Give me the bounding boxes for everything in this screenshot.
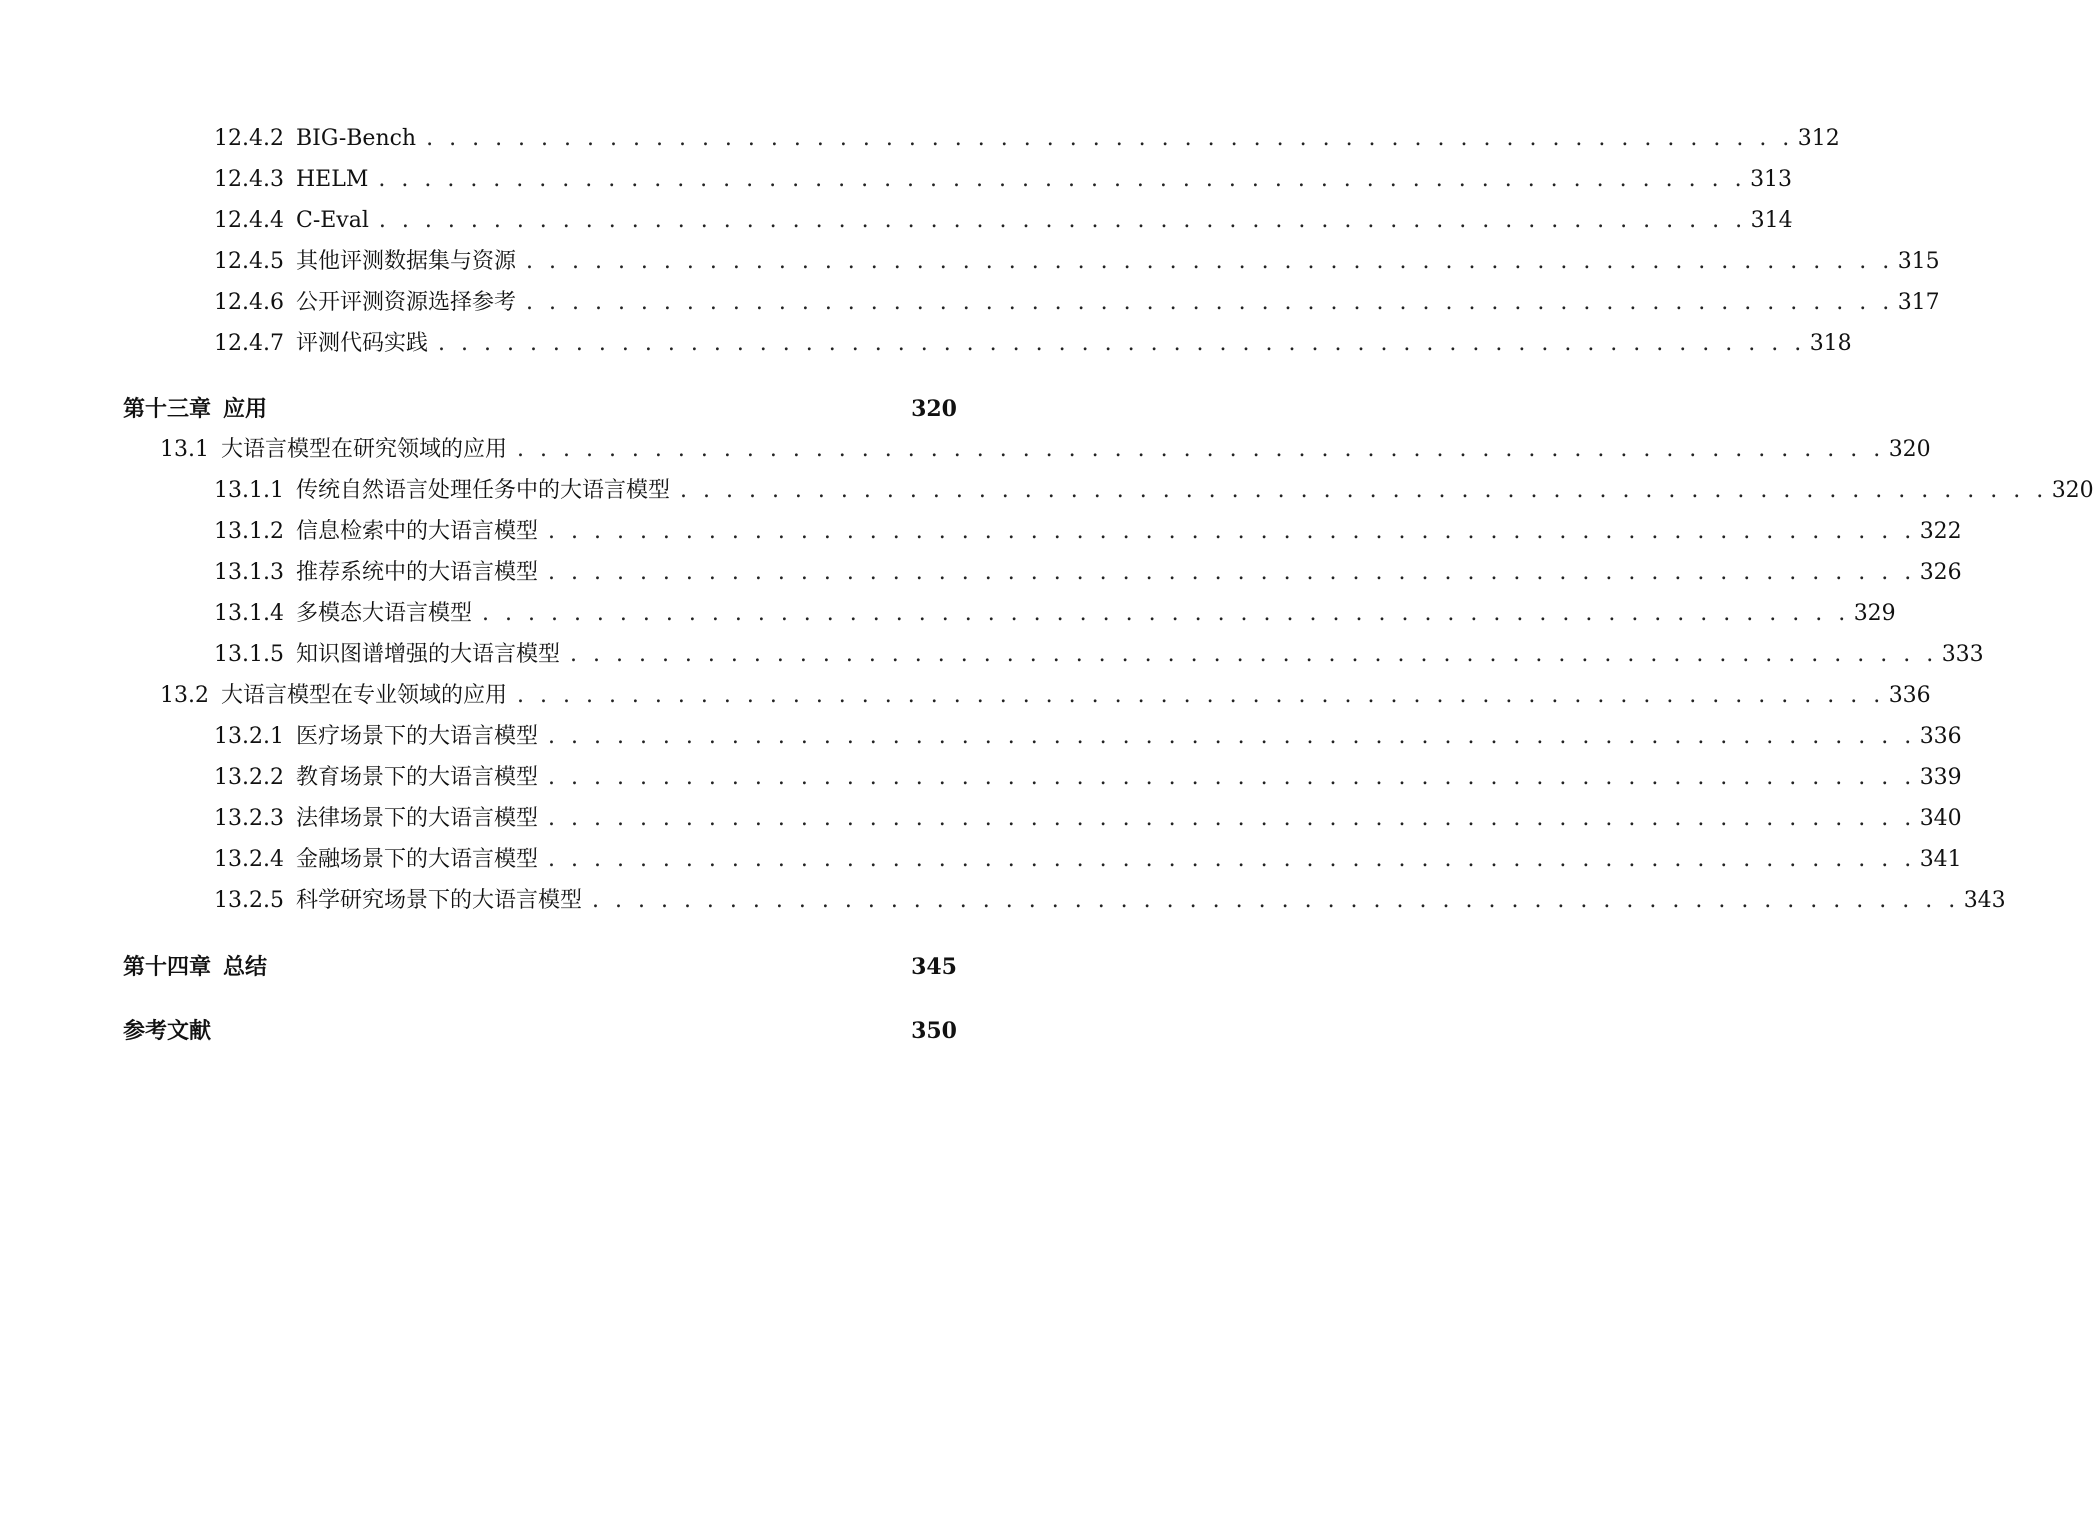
toc-entry-number: 13.2.1 <box>214 724 284 749</box>
toc-entry-title: 教育场景下的大语言模型 <box>295 765 538 790</box>
toc-leader-dots: . . . . . . . . . . . . . . . . . . . . . . . . . . . . . . . . . . . . . . . . . . . . . . . . . . . . . . . . . . . . <box>548 724 1916 749</box>
references-title: 参考文献 <box>123 1018 212 1044</box>
toc-entry-title: BIG-Bench <box>295 126 417 151</box>
toc-leader-dots: . . . . . . . . . . . . . . . . . . . . . . . . . . . . . . . . . . . . . . . . . . . . . . . . . . . . . . . . . . . . <box>378 208 1747 233</box>
toc-entry-number: 13.1.3 <box>214 560 284 585</box>
toc-entry[interactable] <box>214 518 1962 546</box>
toc-section-entry[interactable] <box>160 436 1931 464</box>
toc-entry-number: 13.2 <box>160 683 209 708</box>
toc-chapter-heading[interactable] <box>123 953 957 981</box>
toc-entry-title: 金融场景下的大语言模型 <box>295 847 538 872</box>
toc-leader-dots: . . . . . . . . . . . . . . . . . . . . . . . . . . . . . . . . . . . . . . . . . . . . . . . . . . . . . . . . . . . . <box>592 888 1960 913</box>
toc-entry-number: 12.4.3 <box>214 167 284 192</box>
chapter-title: 应用 <box>223 396 268 422</box>
toc-entry-page: 320 <box>2051 478 2094 503</box>
toc-entry-title: 传统自然语言处理任务中的大语言模型 <box>295 478 670 503</box>
toc-entry-page: 312 <box>1797 126 1840 151</box>
toc-entry-number: 13.1 <box>160 437 209 462</box>
toc-entry-number: 13.1.2 <box>214 519 284 544</box>
toc-leader-dots: . . . . . . . . . . . . . . . . . . . . . . . . . . . . . . . . . . . . . . . . . . . . . . . . . . . . . . . . . . . . <box>570 642 1938 667</box>
toc-entry-title: 法律场景下的大语言模型 <box>295 806 538 831</box>
toc-entry-number: 13.1.1 <box>214 478 284 503</box>
toc-entry[interactable] <box>214 207 1793 235</box>
toc-leader-dots: . . . . . . . . . . . . . . . . . . . . . . . . . . . . . . . . . . . . . . . . . . . . . . . . . . . . . . . . . . . . <box>378 167 1747 192</box>
toc-leader-dots: . . . . . . . . . . . . . . . . . . . . . . . . . . . . . . . . . . . . . . . . . . . . . . . . . . . . . . . . . . . . <box>438 331 1806 356</box>
toc-entry-title: 多模态大语言模型 <box>295 601 472 626</box>
toc-chapter-heading[interactable] <box>123 395 957 423</box>
toc-entry[interactable] <box>214 559 1962 587</box>
toc-entry[interactable] <box>214 764 1962 792</box>
toc-entry-page: 339 <box>1919 765 1962 790</box>
toc-entry-page: 320 <box>1888 437 1931 462</box>
toc-entry-number: 13.2.5 <box>214 888 284 913</box>
toc-entry[interactable] <box>214 125 1840 153</box>
toc-entry-title: 科学研究场景下的大语言模型 <box>295 888 582 913</box>
toc-entry-number: 13.2.2 <box>214 765 284 790</box>
toc-entry-title: 医疗场景下的大语言模型 <box>295 724 538 749</box>
toc-entry-title: 评测代码实践 <box>295 331 428 356</box>
chapter-title: 总结 <box>223 954 268 980</box>
toc-entry-number: 13.2.4 <box>214 847 284 872</box>
toc-entry-page: 329 <box>1853 601 1896 626</box>
toc-entry-number: 13.1.4 <box>214 601 284 626</box>
toc-references-heading[interactable] <box>123 1017 957 1045</box>
toc-entry-title: 推荐系统中的大语言模型 <box>295 560 538 585</box>
chapter-page: 345 <box>911 954 957 980</box>
toc-entry-page: 326 <box>1919 560 1962 585</box>
toc-leader-dots: . . . . . . . . . . . . . . . . . . . . . . . . . . . . . . . . . . . . . . . . . . . . . . . . . . . . . . . . . . . . <box>548 519 1916 544</box>
toc-leader-dots: . . . . . . . . . . . . . . . . . . . . . . . . . . . . . . . . . . . . . . . . . . . . . . . . . . . . . . . . . . . . <box>548 847 1916 872</box>
toc-section-entry[interactable] <box>160 682 1931 710</box>
toc-leader-dots: . . . . . . . . . . . . . . . . . . . . . . . . . . . . . . . . . . . . . . . . . . . . . . . . . . . . . . . . . . . . <box>526 249 1894 274</box>
toc-entry-title: 公开评测资源选择参考 <box>295 290 516 315</box>
toc-leader-dots: . . . . . . . . . . . . . . . . . . . . . . . . . . . . . . . . . . . . . . . . . . . . . . . . . . . . . . . . . . . . <box>548 806 1916 831</box>
toc-entry[interactable] <box>214 641 1984 669</box>
toc-entry[interactable] <box>214 477 2094 505</box>
toc-entry-title: C-Eval <box>295 208 369 233</box>
toc-entry-page: 341 <box>1919 847 1962 872</box>
toc-entry-page: 340 <box>1919 806 1962 831</box>
toc-entry[interactable] <box>214 600 1896 628</box>
toc-entry-page: 315 <box>1897 249 1940 274</box>
toc-entry-number: 12.4.6 <box>214 290 284 315</box>
toc-entry-page: 318 <box>1809 331 1852 356</box>
toc-entry-title: 其他评测数据集与资源 <box>295 249 516 274</box>
toc-entry[interactable] <box>214 248 1940 276</box>
toc-entry-page: 336 <box>1919 724 1962 749</box>
toc-entry-page: 313 <box>1750 167 1793 192</box>
toc-leader-dots: . . . . . . . . . . . . . . . . . . . . . . . . . . . . . . . . . . . . . . . . . . . . . . . . . . . . . . . . . . . . <box>526 290 1894 315</box>
toc-entry-number: 13.2.3 <box>214 806 284 831</box>
toc-entry[interactable] <box>214 330 1852 358</box>
toc-leader-dots: . . . . . . . . . . . . . . . . . . . . . . . . . . . . . . . . . . . . . . . . . . . . . . . . . . . . . . . . . . . . <box>517 683 1885 708</box>
chapter-page: 320 <box>911 396 957 422</box>
toc-entry-title: 大语言模型在研究领域的应用 <box>220 437 507 462</box>
references-page: 350 <box>911 1018 957 1044</box>
toc-leader-dots: . . . . . . . . . . . . . . . . . . . . . . . . . . . . . . . . . . . . . . . . . . . . . . . . . . . . . . . . . . . . <box>517 437 1885 462</box>
toc-entry-page: 333 <box>1941 642 1984 667</box>
toc-entry[interactable] <box>214 846 1962 874</box>
toc-entry-title: 信息检索中的大语言模型 <box>295 519 538 544</box>
chapter-label: 第十四章 <box>123 954 212 980</box>
toc-entry-page: 336 <box>1888 683 1931 708</box>
toc-entry-number: 12.4.4 <box>214 208 284 233</box>
chapter-label: 第十三章 <box>123 396 212 422</box>
toc-entry[interactable] <box>214 289 1940 317</box>
toc-entry-page: 343 <box>1963 888 2006 913</box>
toc-entry-title: HELM <box>295 167 369 192</box>
toc-leader-dots: . . . . . . . . . . . . . . . . . . . . . . . . . . . . . . . . . . . . . . . . . . . . . . . . . . . . . . . . . . . . <box>426 126 1794 151</box>
toc-entry-number: 12.4.5 <box>214 249 284 274</box>
toc-entry-page: 317 <box>1897 290 1940 315</box>
toc-entry-title: 知识图谱增强的大语言模型 <box>295 642 560 667</box>
toc-entry-number: 12.4.2 <box>214 126 284 151</box>
toc-entry[interactable] <box>214 887 2006 915</box>
toc-entry-number: 12.4.7 <box>214 331 284 356</box>
toc-entry[interactable] <box>214 723 1962 751</box>
toc-leader-dots: . . . . . . . . . . . . . . . . . . . . . . . . . . . . . . . . . . . . . . . . . . . . . . . . . . . . . . . . . . . . <box>680 478 2048 503</box>
toc-leader-dots: . . . . . . . . . . . . . . . . . . . . . . . . . . . . . . . . . . . . . . . . . . . . . . . . . . . . . . . . . . . . <box>548 560 1916 585</box>
toc-entry-page: 314 <box>1750 208 1793 233</box>
toc-entry[interactable] <box>214 166 1793 194</box>
toc-leader-dots: . . . . . . . . . . . . . . . . . . . . . . . . . . . . . . . . . . . . . . . . . . . . . . . . . . . . . . . . . . . . <box>548 765 1916 790</box>
toc-entry-page: 322 <box>1919 519 1962 544</box>
toc-entry[interactable] <box>214 805 1962 833</box>
toc-entry-title: 大语言模型在专业领域的应用 <box>220 683 507 708</box>
toc-leader-dots: . . . . . . . . . . . . . . . . . . . . . . . . . . . . . . . . . . . . . . . . . . . . . . . . . . . . . . . . . . . . <box>482 601 1850 626</box>
toc-entry-number: 13.1.5 <box>214 642 284 667</box>
